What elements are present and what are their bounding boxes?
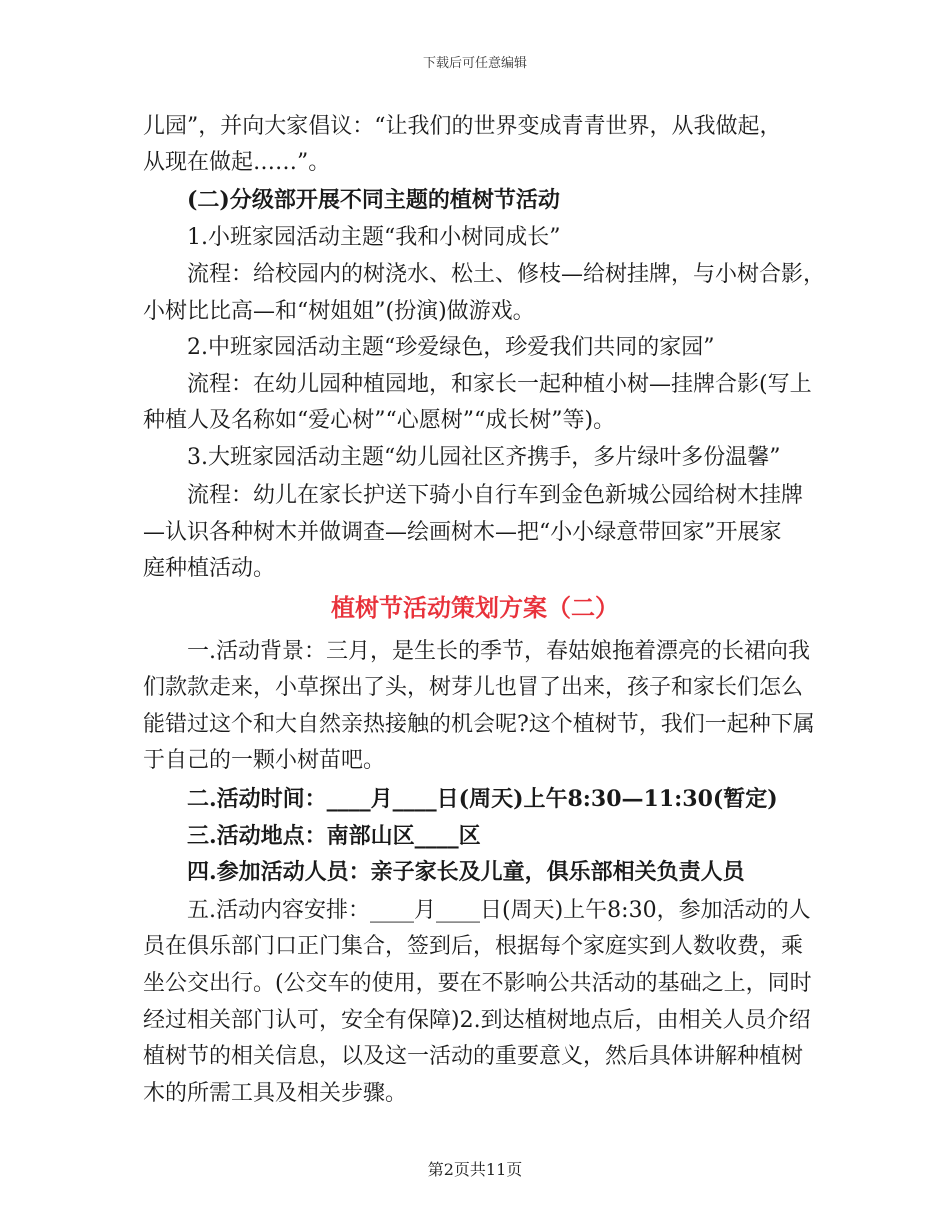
text-line: 五.活动内容安排：____月____日(周天)上午8:30，参加活动的人 [187, 898, 811, 923]
subheading: 1.小班家园活动主题“我和小树同成长” [187, 225, 561, 250]
section-heading: 四.参加活动人员：亲子家长及儿童，俱乐部相关负责人员 [187, 859, 745, 885]
section-title: 植树节活动策划方案（二） [331, 593, 619, 622]
page-footer: 第2页共11页 [427, 1160, 523, 1179]
text-line: 庭种植活动。 [143, 556, 276, 581]
text-line: 植树节的相关信息，以及这一活动的重要意义，然后具体讲解种植树 [143, 1044, 804, 1069]
subheading: 3.大班家园活动主题“幼儿园社区齐携手，多片绿叶多份温馨” [187, 445, 781, 470]
text-line: 种植人及名称如“爱心树”“心愿树”“成长树”等)。 [143, 408, 616, 433]
text-line: 流程：在幼儿园种植园地，和家长一起种植小树—挂牌合影(写上 [187, 372, 812, 397]
text-line: 一.活动背景：三月，是生长的季节，春姑娘拖着漂亮的长裙向我 [187, 639, 810, 664]
section-heading: 三.活动地点：南部山区____区 [187, 823, 481, 849]
subheading: 2.中班家园活动主题“珍爱绿色，珍爱我们共同的家园” [187, 335, 715, 360]
text-line: —认识各种树木并做调查—绘画树木—把“小小绿意带回家”开展家 [143, 520, 782, 545]
text-line: 于自己的一颗小树苗吧。 [143, 748, 386, 773]
text-line: 从现在做起……”。 [143, 150, 331, 175]
text-line: 经过相关部门认可，安全有保障)2.到达植树地点后，由相关人员介绍 [143, 1008, 811, 1033]
text-line: 木的所需工具及相关步骤。 [143, 1081, 408, 1106]
text-line: 流程：幼儿在家长护送下骑小自行车到金色新城公园给树木挂牌 [187, 483, 804, 508]
text-line: 们款款走来，小草探出了头，树芽儿也冒了出来，孩子和家长们怎么 [143, 675, 804, 700]
text-line: 小树比比高—和“树姐姐”(扮演)做游戏。 [143, 299, 535, 324]
text-line: 流程：给校园内的树浇水、松土、修枝—给树挂牌，与小树合影， [187, 262, 826, 287]
section-heading: 二.活动时间：____月____日(周天)上午8:30—11:30(暂定) [187, 786, 778, 812]
text-line: 坐公交出行。(公交车的使用，要在不影响公共活动的基础之上，同时 [143, 971, 812, 996]
text-line: 员在俱乐部门口正门集合，签到后，根据每个家庭实到人数收费，乘 [143, 934, 804, 959]
section-heading: (二)分级部开展不同主题的植树节活动 [187, 187, 560, 213]
text-line: 能错过这个和大自然亲热接触的机会呢?这个植树节，我们一起种下属 [143, 712, 815, 737]
page-header: 下载后可任意编辑 [422, 56, 527, 71]
text-line: 儿园”，并向大家倡议：“让我们的世界变成青青世界，从我做起， [143, 114, 782, 139]
